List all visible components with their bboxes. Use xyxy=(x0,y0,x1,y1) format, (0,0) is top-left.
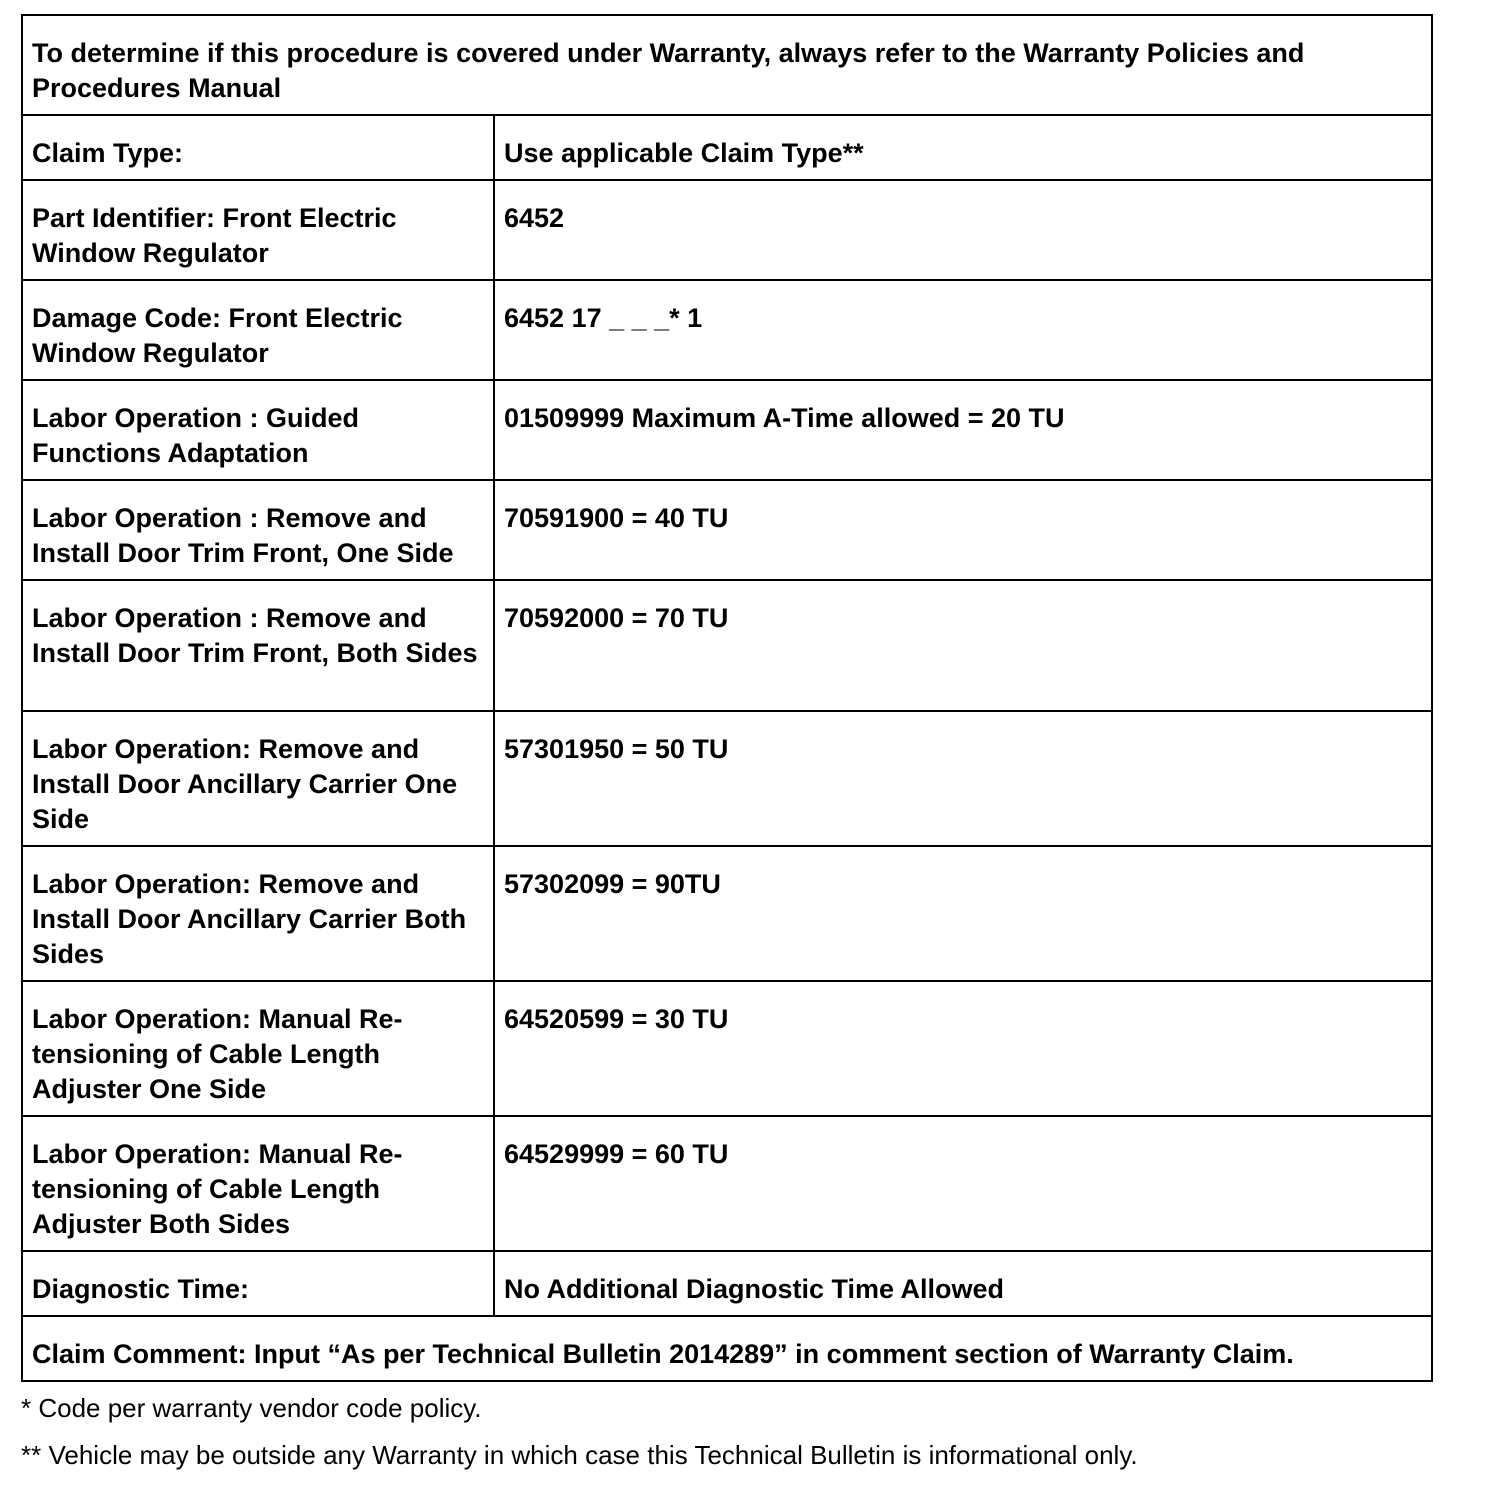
warranty-document xyxy=(21,14,1431,1486)
row-label: Labor Operation: Remove and Install Door Ancillary Carrier One Side xyxy=(22,711,494,846)
table-row xyxy=(22,115,1432,180)
row-label: Claim Type: xyxy=(22,115,494,180)
warranty-table xyxy=(21,14,1433,1382)
footnotes xyxy=(21,1392,1431,1471)
table-row xyxy=(22,580,1432,711)
table-row xyxy=(22,280,1432,380)
row-label: Labor Operation : Guided Functions Adaptation xyxy=(22,380,494,480)
warranty-header-text: To determine if this procedure is covered under Warranty, always refer to the Warranty Policies and Procedures Manual xyxy=(22,15,1432,115)
row-label: Damage Code: Front Electric Window Regulator xyxy=(22,280,494,380)
table-row xyxy=(22,711,1432,846)
row-value: No Additional Diagnostic Time Allowed xyxy=(494,1251,1432,1316)
claim-comment-text: Claim Comment: Input “As per Technical Bulletin 2014289” in comment section of Warranty Claim. xyxy=(22,1316,1432,1381)
row-value: 70591900 = 40 TU xyxy=(494,480,1432,580)
table-row xyxy=(22,380,1432,480)
row-value: 70592000 = 70 TU xyxy=(494,580,1432,711)
row-label: Labor Operation : Remove and Install Door Trim Front, One Side xyxy=(22,480,494,580)
table-header-row xyxy=(22,15,1432,115)
table-row xyxy=(22,480,1432,580)
footnote-vendor-code: * Code per warranty vendor code policy. xyxy=(21,1393,482,1423)
row-value: 01509999 Maximum A-Time allowed = 20 TU xyxy=(494,380,1432,480)
row-label: Labor Operation : Remove and Install Door Trim Front, Both Sides xyxy=(22,580,494,711)
row-value: 6452 17 _ _ _* 1 xyxy=(494,280,1432,380)
row-label: Labor Operation: Manual Re-tensioning of Cable Length Adjuster Both Sides xyxy=(22,1116,494,1251)
table-row xyxy=(22,1251,1432,1316)
table-row xyxy=(22,846,1432,981)
row-value: 6452 xyxy=(494,180,1432,280)
table-row xyxy=(22,1116,1432,1251)
row-value: 57301950 = 50 TU xyxy=(494,711,1432,846)
row-value: Use applicable Claim Type** xyxy=(494,115,1432,180)
row-label: Labor Operation: Manual Re-tensioning of Cable Length Adjuster One Side xyxy=(22,981,494,1116)
table-row xyxy=(22,180,1432,280)
row-value: 64520599 = 30 TU xyxy=(494,981,1432,1116)
row-value: 64529999 = 60 TU xyxy=(494,1116,1432,1251)
row-value: 57302099 = 90TU xyxy=(494,846,1432,981)
row-label: Labor Operation: Remove and Install Door Ancillary Carrier Both Sides xyxy=(22,846,494,981)
table-row xyxy=(22,981,1432,1116)
footnote-warranty-scope: ** Vehicle may be outside any Warranty in which case this Technical Bulletin is informational only. xyxy=(21,1440,1138,1470)
row-label: Part Identifier: Front Electric Window Regulator xyxy=(22,180,494,280)
row-label: Diagnostic Time: xyxy=(22,1251,494,1316)
table-footer-row xyxy=(22,1316,1432,1381)
